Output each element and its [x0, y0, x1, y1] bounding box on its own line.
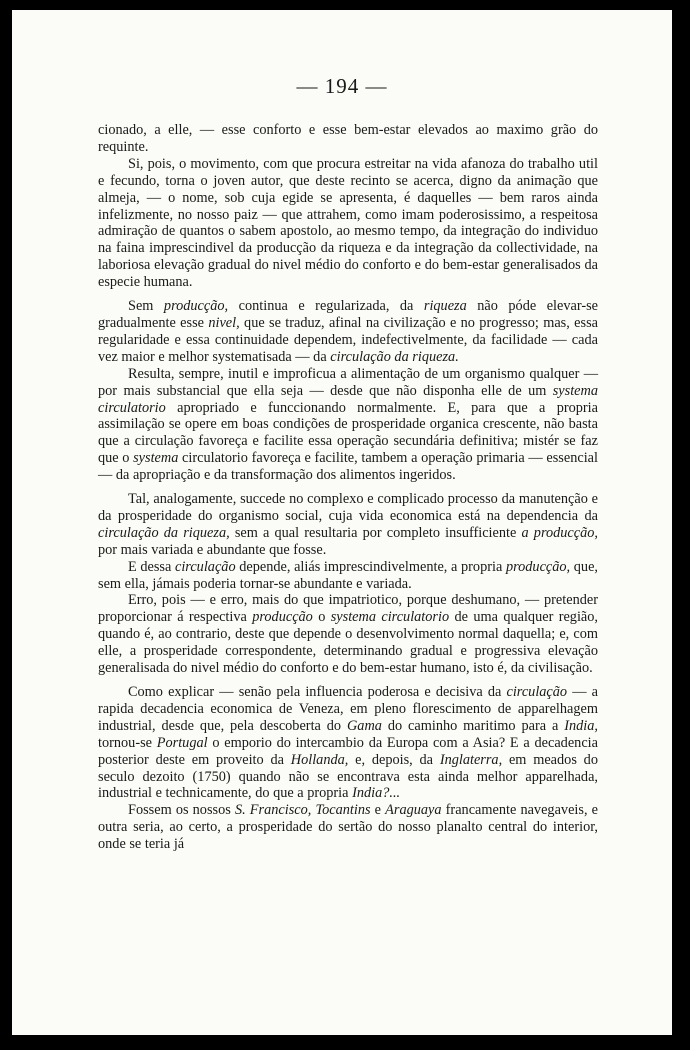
- paragraph: [98, 298, 598, 366]
- text-run: Fossem os nossos: [128, 802, 235, 819]
- paragraph: [98, 802, 598, 853]
- text-run: E dessa: [128, 558, 175, 575]
- text-run: Tal, analogamente, succede no complexo e complicado processo da manutenção e da prosperidade do organismo social, cuja vida economica está na dependencia da: [98, 491, 598, 524]
- text-run: e, depois, da: [348, 751, 440, 768]
- body-text: [98, 122, 598, 853]
- paragraph: [98, 156, 598, 291]
- italic-run: riqueza: [423, 298, 467, 315]
- italic-run: a producção,: [521, 524, 598, 541]
- text-run: de uma qualquer região, quando é, ao contrario, deste que depende o desenvolvimento normal daquella; e, com elle, a prosperidade correspondente, determinando gradual e progressiva elevação generalisada do nivel médio do conforto e do bem-estar humano, isto é, da civilisação.: [98, 609, 598, 677]
- text-run: Erro, pois — e erro, mais do que impatriotico, porque deshumano, — pretender proporcionar á respectiva: [98, 592, 598, 626]
- text-run: e: [370, 802, 386, 819]
- text-run: depende, aliás imprescindivelmente, a propria: [235, 558, 506, 575]
- text-run: Sem: [128, 298, 164, 315]
- italic-run: Araguaya: [385, 802, 442, 819]
- italic-run: systema circulatorio: [330, 609, 450, 626]
- italic-run: systema circulatorio: [98, 382, 598, 416]
- italic-run: nivel,: [208, 314, 240, 331]
- text-run: — a rapida decadencia economica de Veneza, em pleno florescimento de apparelhagem industrial, desde que, pela descoberta do: [98, 684, 598, 734]
- italic-run: systema: [133, 450, 179, 467]
- text-run: apropriado e funccionando normalmente. E, para que a propria assimilação se opere em boas condições de prosperidade organica crescente, não basta que a circulação favoreça e facilite essa operação secundária definitiva; mistér se faz que o: [98, 399, 598, 467]
- italic-run: circulação da riqueza.: [330, 348, 459, 365]
- italic-run: Portugal: [156, 734, 208, 751]
- italic-run: circulação: [506, 684, 568, 700]
- italic-run: India?...: [352, 785, 401, 802]
- paragraph: [98, 684, 598, 802]
- book-page: [12, 10, 672, 1035]
- italic-run: S. Francisco, Tocantins: [234, 802, 371, 819]
- paragraph: [98, 122, 598, 156]
- text-run: Como explicar — senão pela influencia poderosa e decisiva da: [128, 684, 507, 700]
- text-run: em meados do seculo dezoito (1750) quando não se encontrava esta ainda melhor apparelhada, industrial e technicamente, do que a propria: [98, 751, 598, 802]
- page-number: — 194 —: [296, 74, 388, 98]
- text-run: por mais variada e abundante que fosse.: [98, 541, 327, 558]
- italic-run: circulação da riqueza,: [98, 524, 230, 541]
- italic-run: producção: [252, 609, 313, 626]
- italic-run: Gama: [346, 717, 382, 734]
- text-run: cionado, a elle, — esse conforto e esse bem-estar elevados ao maximo grão do requinte.: [98, 122, 598, 155]
- text-run: continua e regularizada, da: [228, 298, 424, 315]
- paragraph: [98, 366, 598, 484]
- text-run: tornou-se: [98, 734, 157, 751]
- text-run: do caminho maritimo para a: [381, 717, 565, 734]
- text-run: circulatorio favoreça e facilite, tambem a operação primaria — essencial — da apropriação e da transformação dos alimentos ingeridos.: [98, 450, 598, 484]
- italic-run: India,: [564, 717, 598, 734]
- text-run: não póde elevar-se gradualmente esse: [98, 298, 598, 331]
- text-run: o emporio do intercambio da Europa com a Asia? E a decadencia posterior deste em proveito da: [98, 734, 598, 768]
- text-run: que, sem ella, jámais poderia tornar-se abundante e variada.: [98, 558, 598, 592]
- text-run: francamente navegaveis, e outra seria, ao certo, a prosperidade do sertão do nosso planalto central do interior, onde se teria já: [98, 802, 599, 853]
- paragraph: [98, 491, 598, 559]
- italic-run: producção,: [163, 298, 229, 315]
- paragraph: [98, 559, 598, 593]
- text-run: que se traduz, afinal na civilização e no progresso; mas, essa regularidade e essa continuidade dependem, indefectivelmente, da facilidade — cada vez maior e melhor systematisada — da: [98, 314, 598, 365]
- text-run: Resulta, sempre, inutil e improficua a alimentação de um organismo qualquer — por mais substancial que ella seja — desde que não disponha elle de um: [98, 365, 598, 399]
- paragraph: [98, 592, 598, 677]
- text-run: Si, pois, o movimento, com que procura estreitar na vida afanoza do trabalho util e fecundo, torna o joven autor, que deste recinto se acerca, digno da animação que almeja, — o nome, sob cuja egide se apresenta, é daquelles — bem raros ainda infelizmente, no nosso paiz — que attrahem, como imam poderosissimo, a respeitosa admiração de quantos o sabem apostolo, ao mesmo tempo, da integração do individuo na faina imprescindivel da producção da riqueza e da integração da collectividade, na laboriosa elevação gradual do nivel médio do conforto e do bem-estar generalisados da especie humana.: [98, 155, 598, 291]
- italic-run: Inglaterra,: [439, 751, 503, 768]
- text-run: o: [312, 609, 331, 626]
- italic-run: Hollanda,: [290, 751, 349, 768]
- italic-run: circulação: [174, 558, 236, 575]
- italic-run: producção,: [505, 558, 571, 575]
- text-run: sem a qual resultaria por completo insufficiente: [229, 524, 522, 541]
